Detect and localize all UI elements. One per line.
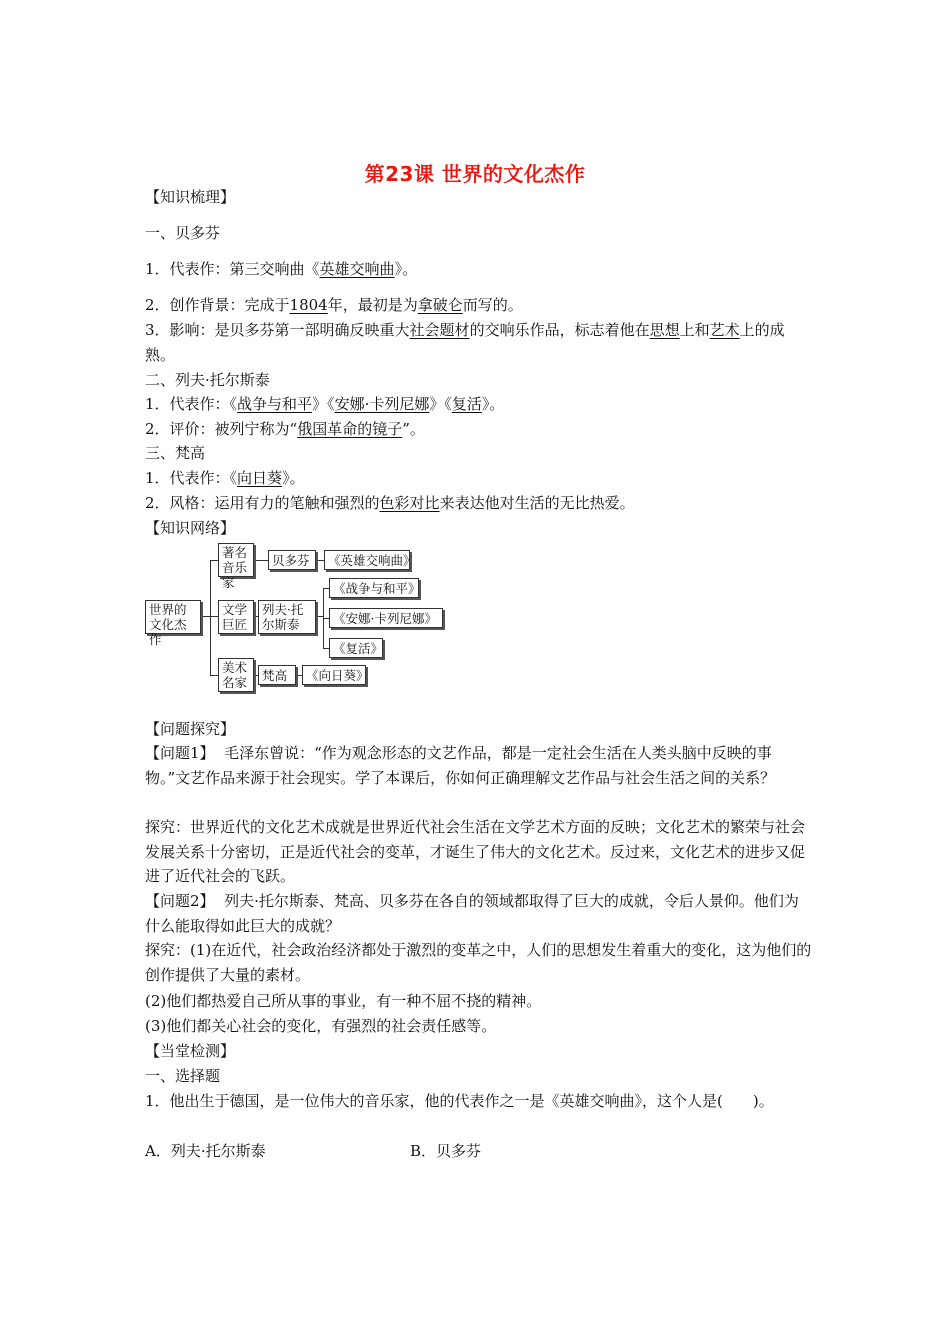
question-2-answer-3: (3)他们都关心社会的变化，有强烈的社会责任感等。 [145,1017,497,1035]
beethoven-influence: 3．影响：是贝多芬第一部明确反映重大社会题材的交响乐作品，标志着他在思想上和艺术上的成熟。 [145,321,785,364]
question-1: 【问题1】 毛泽东曾说：“作为观念形态的文艺作品，都是一定社会生活在人类头脑中反映的事物。”文艺作品来源于社会现实。学了本课后，你如何正确理解文艺作品与社会生活之间的关系？ [145,744,776,787]
question-2-answer-2: (2)他们都热爱自己所从事的事业，有一种不屈不挠的精神。 [145,992,542,1010]
tolstoy-evaluation: 2．评价：被列宁称为“俄国革命的镜子”。 [145,420,425,438]
diagram-resurrection-node: 《复活》 [329,638,383,658]
diagram-root-node: 世界的文化杰作 [145,600,201,634]
diagram-tolstoy-node: 列夫·托尔斯泰 [258,600,316,634]
diagram-vangogh-node: 梵高 [258,665,296,685]
diagram-literature-node: 文学巨匠 [218,600,254,634]
diagram-sunflowers-node: 《向日葵》 [302,665,366,685]
diagram-eroica-node: 《英雄交响曲》 [324,550,410,570]
question-2: 【问题2】 列夫·托尔斯泰、梵高、贝多芬在各自的领域都取得了巨大的成就，令后人景仰。他们为什么能取得如此巨大的成就？ [145,892,799,935]
section-problem-explore: 【问题探究】 [145,720,236,738]
page-title: 第23课 世界的文化杰作 [364,162,586,186]
question-item-1: 1．他出生于德国，是一位伟大的音乐家，他的代表作之一是《英雄交响曲》，这个人是( )。 [145,1092,774,1110]
question-1-answer: 探究：世界近代的文化艺术成就是世界近代社会生活在文学艺术方面的反映；文化艺术的繁荣与社会发展关系十分密切，正是近代社会的变革，才诞生了伟大的文化艺术。反过来，文化艺术的进步又促进了近代社会的飞跃。 [145,818,806,885]
vangogh-heading: 三、梵高 [145,444,206,462]
section-class-check: 【当堂检测】 [145,1042,236,1060]
beethoven-heading: 一、贝多芬 [145,224,221,242]
option-b: B．贝多芬 [410,1142,482,1160]
vangogh-style: 2．风格：运用有力的笔触和强烈的色彩对比来表达他对生活的无比热爱。 [145,494,635,512]
diagram-beethoven-node: 贝多芬 [268,550,316,570]
diagram-war-peace-node: 《战争与和平》 [329,578,419,598]
question-2-answer-1: 探究：(1)在近代，社会政治经济都处于激烈的变革之中，人们的思想发生着重大的变化，这为他们的创作提供了大量的素材。 [145,941,812,984]
choice-heading: 一、选择题 [145,1067,221,1085]
beethoven-work: 1．代表作：第三交响曲《英雄交响曲》。 [145,260,418,278]
diagram-music-node: 著名音乐家 [218,543,254,577]
tolstoy-works: 1．代表作：《战争与和平》《安娜·卡列尼娜》《复活》。 [145,395,505,413]
tolstoy-heading: 二、列夫·托尔斯泰 [145,371,270,389]
beethoven-background: 2．创作背景：完成于1804年，最初是为拿破仑而写的。 [145,296,523,314]
diagram-anna-node: 《安娜·卡列尼娜》 [329,608,443,628]
vangogh-work: 1．代表作：《向日葵》。 [145,469,305,487]
option-a: A．列夫·托尔斯泰 [145,1142,266,1160]
section-knowledge-network: 【知识网络】 [145,519,236,537]
section-knowledge-review: 【知识梳理】 [145,188,236,206]
diagram-art-node: 美术名家 [218,658,254,692]
